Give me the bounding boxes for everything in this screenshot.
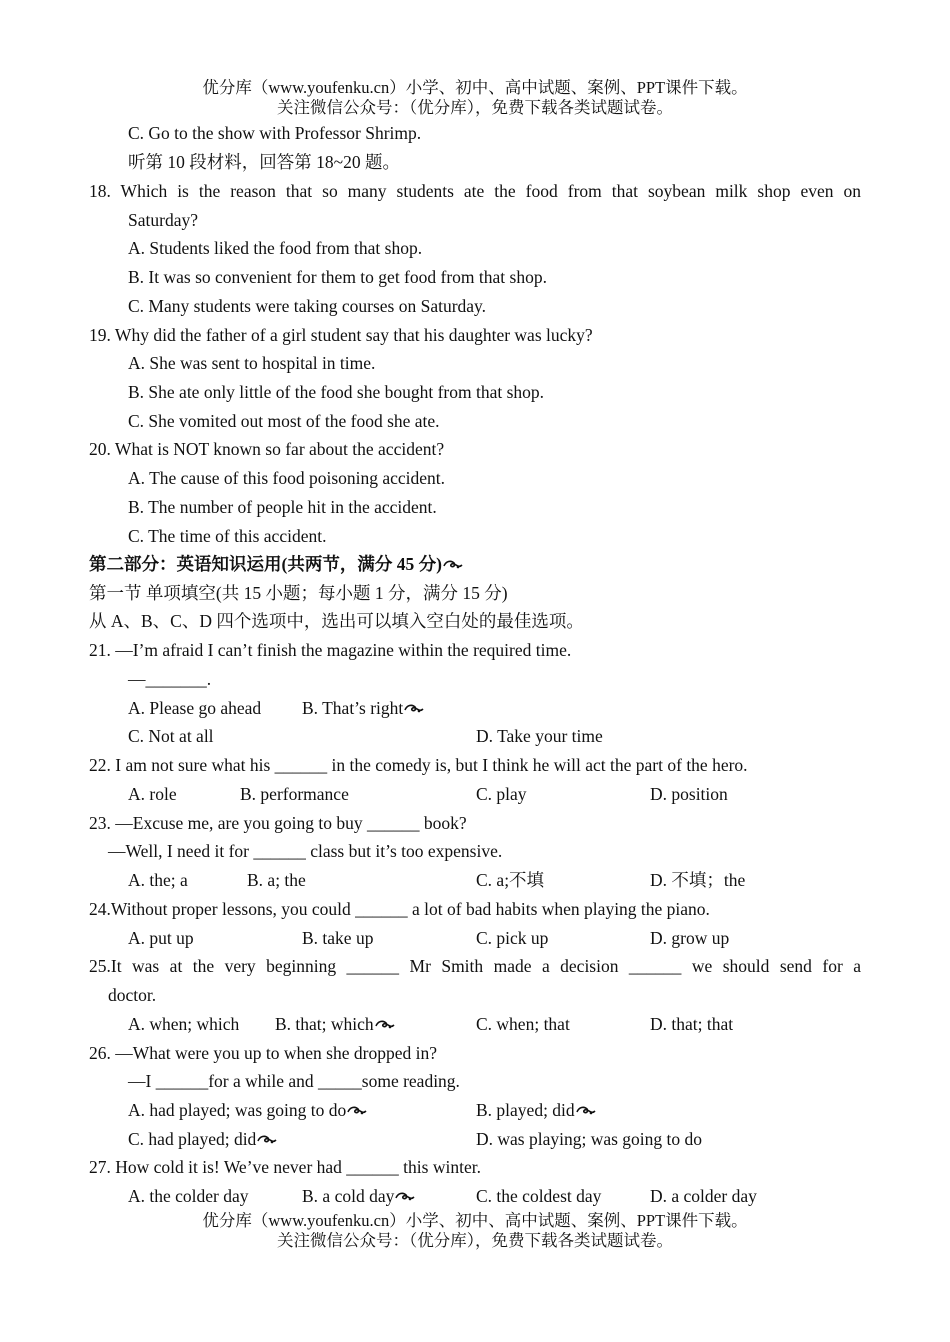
- q23-option-c: C. a;不填: [476, 870, 545, 890]
- watermark-swirl-icon: [375, 1019, 395, 1031]
- q18-option-b: B. It was so convenient for them to get food from that shop.: [128, 267, 547, 287]
- q25-option-a: A. when; which: [128, 1014, 240, 1034]
- q21-stem-cont: —_______.: [128, 669, 212, 689]
- q25-option-b: B. that; which: [275, 1013, 395, 1035]
- q18-option-a: A. Students liked the food from that shop.: [128, 238, 423, 258]
- q27-option-a: A. the colder day: [128, 1186, 249, 1206]
- q20-option-b: B. The number of people hit in the accident.: [128, 497, 437, 517]
- q26-stem-cont: —I ______for a while and _____some reading.: [128, 1071, 460, 1091]
- q18-stem: 18. Which is the reason that so many students ate the food from that soybean milk shop even on: [89, 181, 861, 201]
- q19-option-c: C. She vomited out most of the food she ate.: [128, 411, 440, 431]
- watermark-swirl-icon: [257, 1134, 277, 1146]
- q26-option-a: A. had played; was going to do: [128, 1099, 367, 1121]
- watermark-swirl-icon: [576, 1105, 596, 1117]
- q23-option-b: B. a; the: [247, 870, 306, 890]
- q21-option-b: B. That’s right: [302, 697, 424, 719]
- q26-stem: 26. —What were you up to when she dropped in?: [89, 1043, 437, 1063]
- q25-option-c: C. when; that: [476, 1014, 570, 1034]
- q18-stem-cont: Saturday?: [128, 210, 198, 230]
- part2-instruction: 从 A、B、C、D 四个选项中，选出可以填入空白处的最佳选项。: [89, 611, 584, 631]
- q21-option-d: D. Take your time: [476, 726, 603, 746]
- q22-option-d: D. position: [650, 784, 728, 804]
- section10-instruction: 听第 10 段材料，回答第 18~20 题。: [128, 152, 400, 172]
- q24-stem: 24.Without proper lessons, you could ______ a lot of bad habits when playing the piano.: [89, 899, 710, 919]
- q21-stem: 21. —I’m afraid I can’t finish the magazine within the required time.: [89, 640, 572, 660]
- q22-option-b: B. performance: [240, 784, 349, 804]
- q22-option-a: A. role: [128, 784, 177, 804]
- q25-stem: 25.It was at the very beginning ______ Mr Smith made a decision ______ we should send for a: [89, 956, 861, 976]
- watermark-swirl-icon: [395, 1191, 415, 1203]
- q20-option-c: C. The time of this accident.: [128, 526, 327, 546]
- q24-option-c: C. pick up: [476, 928, 549, 948]
- q23-stem-cont: —Well, I need it for ______ class but it’s too expensive.: [108, 841, 503, 861]
- q25-stem-cont: doctor.: [108, 985, 157, 1005]
- watermark-swirl-icon: [404, 703, 424, 715]
- footer-line-1: 优分库（www.youfenku.cn）小学、初中、高中试题、案例、PPT课件下载。: [202, 1211, 748, 1230]
- watermark-swirl-icon: [347, 1105, 367, 1117]
- part2-title: 第二部分：英语知识运用(共两节，满分 45 分): [89, 553, 463, 575]
- q22-stem: 22. I am not sure what his ______ in the comedy is, but I think he will act the part of the hero.: [89, 755, 748, 775]
- q27-option-d: D. a colder day: [650, 1186, 757, 1206]
- q22-option-c: C. play: [476, 784, 527, 804]
- q19-stem: 19. Why did the father of a girl student say that his daughter was lucky?: [89, 325, 593, 345]
- q27-stem: 27. How cold it is! We’ve never had ______ this winter.: [89, 1157, 481, 1177]
- q20-stem: 20. What is NOT known so far about the accident?: [89, 439, 445, 459]
- q27-option-c: C. the coldest day: [476, 1186, 602, 1206]
- q27-option-b: B. a cold day: [302, 1185, 415, 1207]
- q26-option-c: C. had played; did: [128, 1128, 277, 1150]
- q25-option-d: D. that; that: [650, 1014, 734, 1034]
- header-line-2: 关注微信公众号：（优分库），免费下载各类试题试卷。: [277, 98, 673, 117]
- q24-option-b: B. take up: [302, 928, 374, 948]
- q19-option-a: A. She was sent to hospital in time.: [128, 353, 376, 373]
- q23-stem: 23. —Excuse me, are you going to buy ______ book?: [89, 813, 467, 833]
- footer-line-2: 关注微信公众号：（优分库），免费下载各类试题试卷。: [277, 1231, 673, 1250]
- q21-option-a: A. Please go ahead: [128, 698, 262, 718]
- q20-option-a: A. The cause of this food poisoning accident.: [128, 468, 446, 488]
- q17-option-c: C. Go to the show with Professor Shrimp.: [128, 123, 422, 143]
- section1-title: 第一节 单项填空(共 15 小题；每小题 1 分，满分 15 分): [89, 583, 508, 603]
- q24-option-d: D. grow up: [650, 928, 730, 948]
- q24-option-a: A. put up: [128, 928, 194, 948]
- q18-option-c: C. Many students were taking courses on Saturday.: [128, 296, 487, 316]
- watermark-swirl-icon: [443, 559, 463, 571]
- q23-option-a: A. the; a: [128, 870, 188, 890]
- q26-option-b: B. played; did: [476, 1099, 596, 1121]
- q26-option-d: D. was playing; was going to do: [476, 1129, 703, 1149]
- q23-option-d: D. 不填；the: [650, 870, 746, 890]
- header-line-1: 优分库（www.youfenku.cn）小学、初中、高中试题、案例、PPT课件下载。: [202, 78, 748, 97]
- q19-option-b: B. She ate only little of the food she bought from that shop.: [128, 382, 545, 402]
- q21-option-c: C. Not at all: [128, 726, 214, 746]
